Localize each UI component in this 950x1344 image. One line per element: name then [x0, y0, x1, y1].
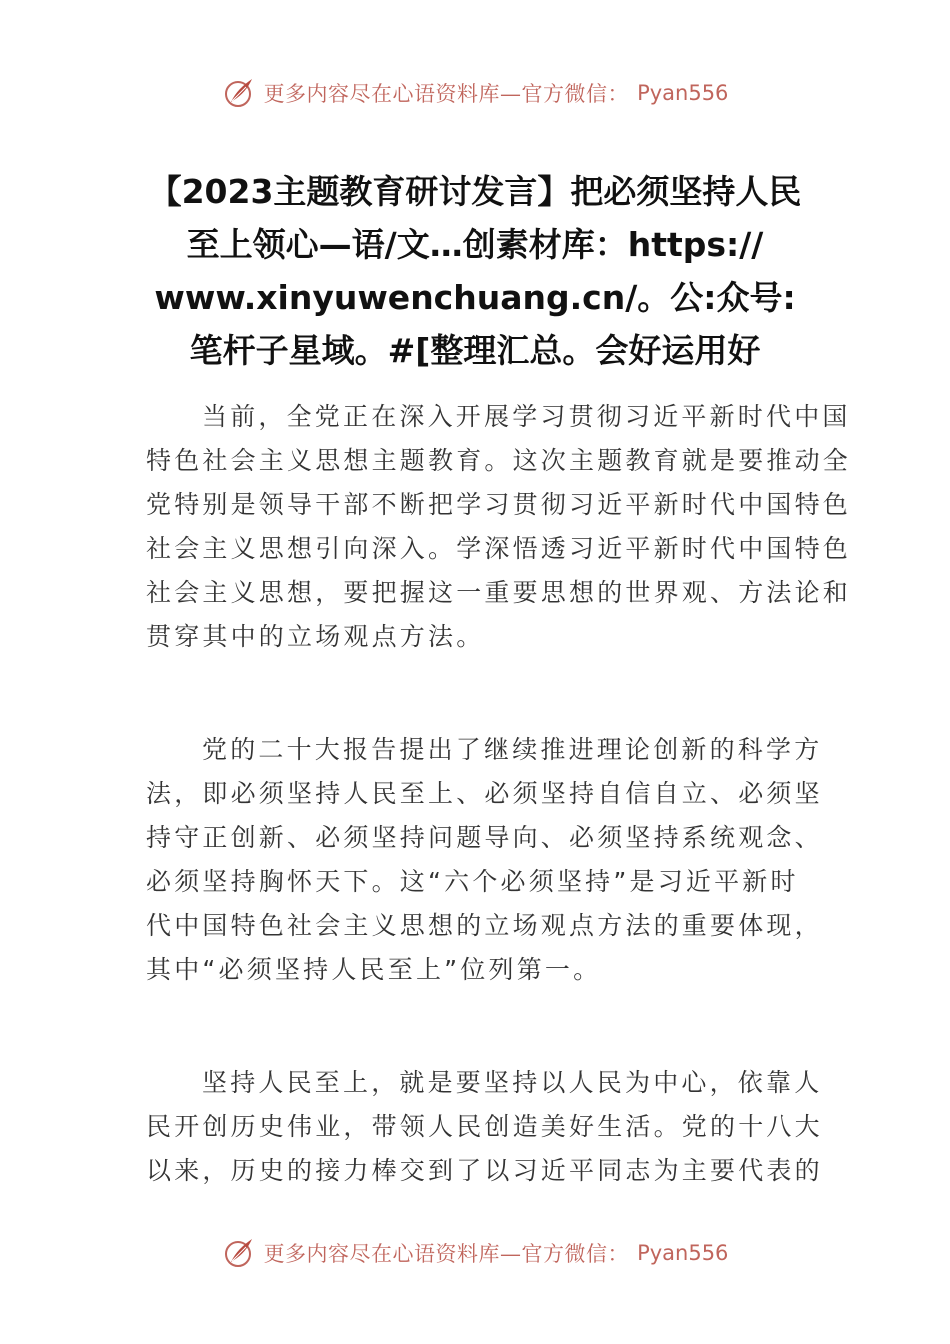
footer-banner-text: 更多内容尽在心语资料库—官方微信： — [263, 1242, 630, 1266]
paragraph-3 — [146, 1061, 836, 1193]
title-line: 笔杆子星域。#[整理汇总。会好运用好 — [189, 331, 761, 370]
text-line: 以来，历史的接力棒交到了以习近平同志为主要代表的 — [146, 1156, 823, 1185]
title-line: www.xinyuwenchuang.cn/。公:众号: — [154, 278, 796, 317]
header-banner-text: 更多内容尽在心语资料库—官方微信： — [263, 82, 630, 106]
text-line: 党的二十大报告提出了继续推进理论创新的科学方 — [202, 735, 823, 764]
text-line: 法，即必须坚持人民至上、必须坚持自信自立、必须坚 — [146, 779, 823, 808]
title-line: 至上领心—语/文…创素材库：https:// — [186, 225, 764, 264]
text-line: 民开创历史伟业，带领人民创造美好生活。党的十八大 — [146, 1112, 823, 1141]
quill-logo-icon — [222, 1236, 256, 1270]
text-line: 党特别是领导干部不断把学习贯彻习近平新时代中国特色 — [146, 490, 852, 519]
title-line: 【2023主题教育研讨发言】把必须坚持人民 — [148, 172, 802, 211]
header-banner-wechat-id: Pyan556 — [637, 81, 729, 105]
text-line: 社会主义思想引向深入。学深悟透习近平新时代中国特色 — [146, 534, 852, 563]
paragraph-2 — [146, 728, 836, 992]
text-line: 代中国特色社会主义思想的立场观点方法的重要体现， — [146, 911, 823, 940]
header-banner — [0, 73, 950, 113]
footer-banner — [0, 1233, 950, 1273]
text-line: 贯穿其中的立场观点方法。 — [146, 622, 485, 651]
text-line: 必须坚持胸怀天下。这“六个必须坚持”是习近平新时 — [146, 867, 799, 896]
text-line: 特色社会主义思想主题教育。这次主题教育就是要推动全 — [146, 446, 852, 475]
paragraph-1 — [146, 395, 852, 659]
document-title — [110, 165, 840, 377]
text-line: 社会主义思想，要把握这一重要思想的世界观、方法论和 — [146, 578, 852, 607]
document-body — [146, 395, 852, 1262]
quill-logo-icon — [222, 76, 256, 110]
footer-banner-wechat-id: Pyan556 — [637, 1241, 729, 1265]
text-line: 当前，全党正在深入开展学习贯彻习近平新时代中国 — [202, 402, 851, 431]
text-line: 坚持人民至上，就是要坚持以人民为中心，依靠人 — [202, 1068, 823, 1097]
text-line: 其中“必须坚持人民至上”位列第一。 — [146, 955, 602, 984]
text-line: 持守正创新、必须坚持问题导向、必须坚持系统观念、 — [146, 823, 823, 852]
